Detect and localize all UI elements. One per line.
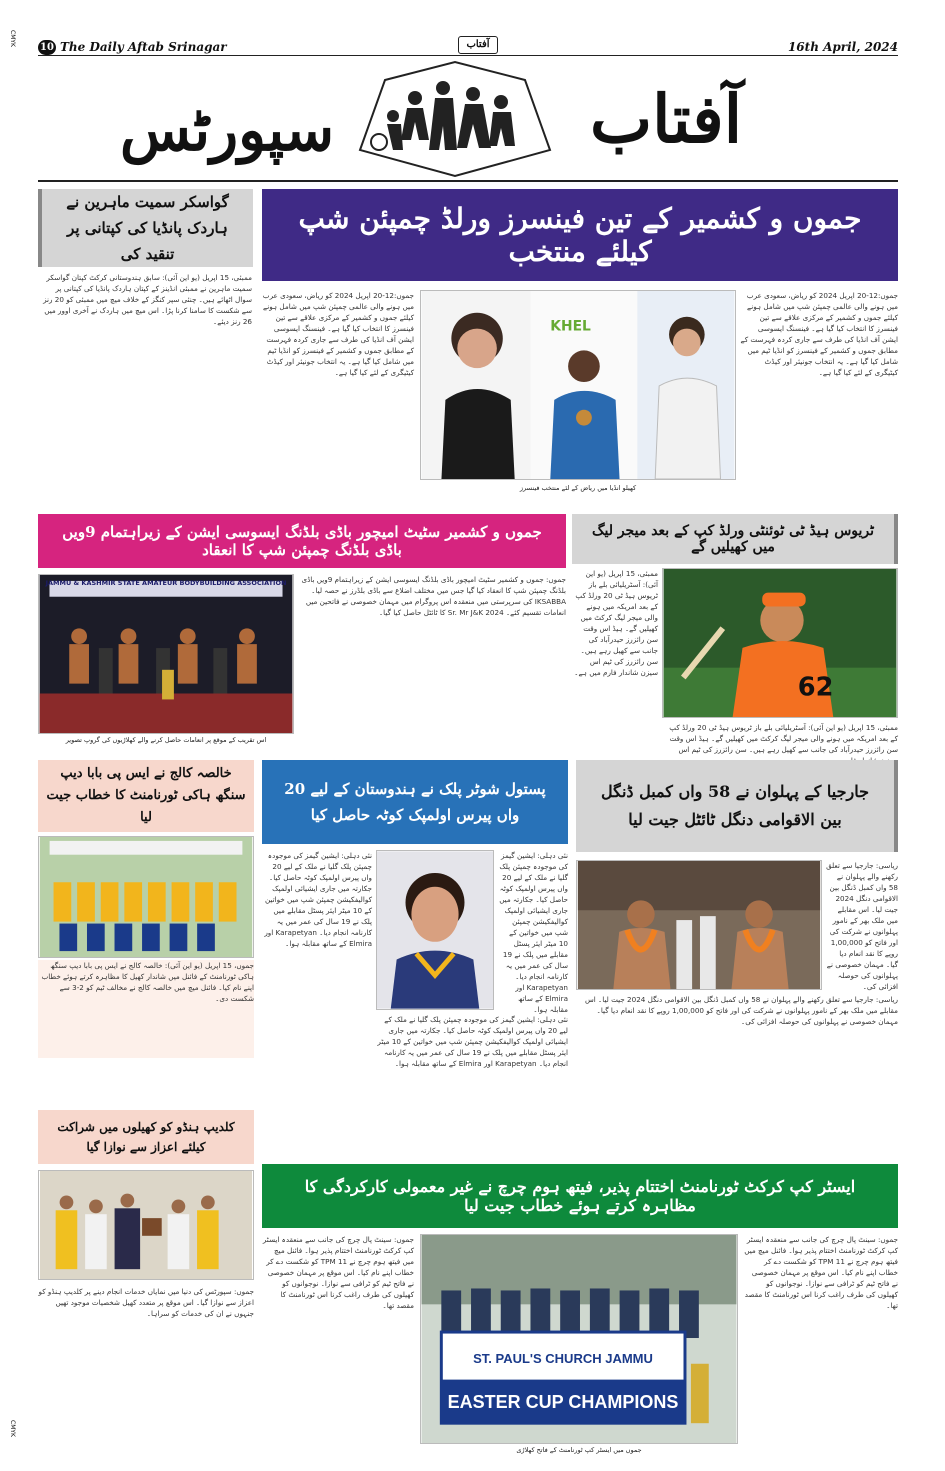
cmyk-marks: CMYK [9, 30, 16, 47]
small-logo: آفتاب [458, 36, 498, 54]
fencers-photo [420, 290, 736, 480]
travis-body-a: ممبئی، 15 اپریل (یو این آئی): آسٹریلیائی بلے باز ٹریوس ہیڈ ٹی 20 ورلڈ کپ کے بعد امریکہ میں ہونے والی میجر لیگ کرکٹ میں کھیلیں گے۔ ہیڈ اس وقت سن رائزرز حیدرآباد کی جانب سے کھیل رہے ہیں۔ سن رائزرز کی ٹیم اس سیزن شاندار فارم میں ہے۔ [574, 569, 658, 677]
cmyk-marks-bottom: CMYK [9, 1420, 16, 1437]
masthead-aftab: آفتاب [590, 80, 743, 158]
easter-banner-line2: EASTER CUP CHAMPIONS [447, 1392, 679, 1412]
lead-body-right: جموں:12-20 اپریل 2024 کو ریاض، سعودی عرب میں ہونے والی عالمی چمپئن شپ میں شامل ہونے کیلئے جموں و کشمیر کے مرکزی علاقے سے تین فینسرز کا انتخاب کیا گیا ہے۔ فینسنگ ایسوسی ایشن آف انڈیا کی طرف سے جاری کردہ فہرست کے مطابق جموں و کشمیر کے فینسرز کو انڈیا ٹیم میں شامل کیا گیا ہے۔ یہ انتخاب جونیئر اور کیڈٹ کیٹیگری کے لئے کیا گیا ہے۔ [740, 291, 898, 377]
svg-text:62: 62 [797, 672, 834, 703]
hockey-team-photo [38, 836, 254, 958]
georgia-body-a: ریاسی: جارجیا سے تعلق رکھنے والے پہلوان نے 58 واں کمبل ڈنگل بین الاقوامی دنگل 2024 جیت لیا۔ اس مقابلے میں ملک بھر کے نامور پہلوانوں نے شرکت کی اور فاتح کو 1,00,000 روپے کا نقد انعام دیا گیا۔ مہمان خصوصی نے پہلوانوں کی حوصلہ افزائی کی۔ [826, 861, 898, 991]
wrestlers-photo [576, 860, 822, 990]
bodybuilding-banner-text: JAMMU & KASHMIR STATE AMATEUR BODYBUILDING ASSOCIATION [45, 579, 287, 587]
masthead-sports: سپورٹس [120, 96, 335, 164]
bodybuilding-caption: اس تقریب کے موقع پر انعامات حاصل کرنے والے کھلاڑیوں کی گروپ تصویر [65, 736, 267, 744]
bodybuilding-headline: جموں و کشمیر سٹیٹ امیچور باڈی بلڈنگ ایسوسی ایشن کے زیراہتمام 9ویں باڈی بلڈنگ چمپئن شپ کا انعقاد [38, 514, 566, 568]
travis-body-b: ممبئی، 15 اپریل (یو این آئی): آسٹریلیائی بلے باز ٹریوس ہیڈ ٹی 20 ورلڈ کپ کے بعد امریکہ میں ہونے والی میجر لیگ کرکٹ میں کھیلیں گے۔ ہیڈ اس وقت سن رائزرز حیدرآباد کی جانب سے کھیل رہے ہیں۔ سن رائزرز کی ٹیم اس [669, 723, 898, 754]
pistol-body-a: نئی دہلی: ایشین گیمز کی موجودہ چمپئن پلک گلیا نے ملک کے لیے 20 واں پیرس اولمپک کوٹہ حاصل کیا۔ جکارتہ میں جاری ایشیائی اولمپک کوالیفکیشن چمپئن شپ میں خواتین کے 10 میٹر ایئر پسٹل مقابلے میں پلک نے 19 سال کی عمر میں یہ کارنامہ انجام دیا۔ Karapetyan اور Elmira کے ساتھ مقابلہ ہوا۔ [264, 851, 372, 948]
gavaskar-headline: گواسکر سمیت ماہرین نے ہاردک پانڈیا کی کپتانی پر تنقید کی [38, 189, 253, 267]
khalsa-body: جموں، 15 اپریل (یو این آئی): خالصہ کالج نے ایس پی بابا دیپ سنگھ ہاکی ٹورنامنٹ کے فائنل میں شاندار کھیل کا مظاہرہ کرتے ہوئے خطاب اپنے نام کیا۔ فائنل میچ میں خالصہ کالج نے مخالف ٹیم کو 2-3 سے شکست دی۔ [38, 960, 254, 1058]
lead-headline: جموں و کشمیر کے تین فینسرز ورلڈ چمپئن شپ کیلئے منتخب [262, 189, 898, 281]
easter-body-b: جموں: سینٹ پال چرچ کی جانب سے منعقدہ ایسٹر کپ کرکٹ ٹورنامنٹ اختتام پذیر ہوا۔ فائنل میچ میں فیتھ ہوم چرچ نے TPM 11 کو شکست دے کر خطاب اپنے نام کیا۔ اس موقع پر مہمان خصوصی نے فاتح ٹیم کو ٹرافی سے نوازا۔ نوجوانوں کو کھیلوں کی طرف راغب کرنا اس ٹورنامنٹ کا مقصد تھا۔ [744, 1235, 898, 1310]
top-bar [38, 40, 898, 56]
kuldeep-body: جموں: سپورٹس کی دنیا میں نمایاں خدمات انجام دینے پر کلدیپ ہنڈو کو اعزاز سے نوازا گیا۔ اس موقع پر متعدد کھیل شخصیات موجود تھیں جنہوں نے ان کی خدمات کو سراہا۔ [38, 1287, 254, 1318]
easter-caption: جموں میں ایسٹر کپ ٹورنامنٹ کے فاتح کھلاڑی [516, 1446, 642, 1454]
travis-head-photo [662, 568, 898, 718]
gavaskar-body: ممبئی، 15 اپریل (یو این آئی): سابق ہندوستانی کرکٹ کپتان گواسکر سمیت ماہرین نے ممبئی انڈینز کے کپتان ہاردک پانڈیا کی کپتانی پر سوال اٹھائے ہیں۔ چنئی سپر کنگز کے خلاف میچ میں ممبئی کو 20 رنز سے شکست کا سامنا کرنا پڑا۔ اس میچ میں ہاردک نے آخری اوور میں 26 رنز دیئے۔ [43, 273, 252, 326]
pistol-headline: پستول شوٹر پلک نے ہندوستان کے لیے 20 واں پیرس اولمپک کوٹہ حاصل کیا [262, 760, 568, 844]
lead-body-left: جموں:12-20 اپریل 2024 کو ریاض، سعودی عرب میں ہونے والی عالمی چمپئن شپ میں شامل ہونے کیلئے جموں و کشمیر کے مرکزی علاقے سے تین فینسرز کا انتخاب کیا گیا ہے۔ فینسنگ ایسوسی ایشن آف انڈیا کی طرف سے جاری کردہ فہرست کے مطابق جموں و کشمیر کے فینسرز کو انڈیا ٹیم میں شامل کیا گیا ہے۔ یہ انتخاب جونیئر اور کیڈٹ کیٹیگری کے لئے کیا گیا ہے۔ [262, 291, 414, 377]
georgia-headline: جارجیا کے پہلوان نے 58 واں کمبل ڈنگل بین الاقوامی دنگل ٹائٹل جیت لیا [576, 760, 898, 852]
pistol-body-b: نئی دہلی: ایشین گیمز کی موجودہ چمپئن پلک گلیا نے ملک کے لیے 20 واں پیرس اولمپک کوٹہ حاصل کیا۔ جکارتہ میں جاری ایشیائی اولمپک کوالیفکیشن چمپئن شپ میں خواتین کے 10 میٹر ایئر پسٹل مقابلے میں پلک نے 19 سال کی عمر میں یہ کارنامہ انجام دیا۔ Karapetyan اور Elmira کے ساتھ مقابلہ ہوا۔ [499, 851, 568, 1014]
easter-headline: ایسٹر کپ کرکٹ ٹورنامنٹ اختتام پذیر، فیتھ ہوم چرچ نے غیر معمولی کارکردگی کا مظاہرہ کرتے ہوئے خطاب جیت لیا [262, 1164, 898, 1228]
bodybuilding-photo [38, 574, 294, 734]
khalsa-headline: خالصہ کالج نے ایس پی بابا دیپ سنگھ ہاکی ٹورنامنٹ کا خطاب جیت لیا [38, 760, 254, 832]
masthead-rule [38, 180, 898, 182]
page-number: 10 [38, 40, 56, 55]
easter-body-a: جموں: سینٹ پال چرچ کی جانب سے منعقدہ ایسٹر کپ کرکٹ ٹورنامنٹ اختتام پذیر ہوا۔ فائنل میچ میں فیتھ ہوم چرچ نے TPM 11 کو شکست دے کر خطاب اپنے نام کیا۔ اس موقع پر مہمان خصوصی نے فاتح ٹیم کو ٹرافی سے نوازا۔ نوجوانوں کو کھیلوں کی طرف راغب کرنا اس ٹورنامنٹ کا مقصد تھا۔ [262, 1235, 414, 1310]
easter-banner-line1: ST. PAUL'S CHURCH JAMMU [473, 1351, 653, 1366]
publication-name: The Daily Aftab Srinagar [60, 40, 227, 54]
georgia-body-b: ریاسی: جارجیا سے تعلق رکھنے والے پہلوان نے 58 واں کمبل ڈنگل بین الاقوامی دنگل 2024 جیت لیا۔ اس مقابلے میں ملک بھر کے نامور پہلوانوں نے شرکت کی اور فاتح کو 1,00,000 روپے کا نقد انعام دیا گیا۔ مہمان خصوصی نے پہلوانوں کی حوصلہ افزائی کی۔ [584, 995, 898, 1026]
issue-date: 16th April, 2024 [787, 40, 898, 54]
bodybuilding-body: جموں: جموں و کشمیر سٹیٹ امیچور باڈی بلڈنگ ایسوسی ایشن کے زیراہتمام 9ویں باڈی بلڈنگ چمپئن شپ کا انعقاد کیا گیا جس میں مختلف اضلاع سے باڈی بلڈرز نے حصہ لیا۔ IKSABBA کی سرپرستی میں منعقدہ اس پروگرام میں مہمان خصوصی نے فاتحین میں انعامات تقسیم کئے۔ Sr. Mr J&K 2024 کا ٹائٹل حاصل کیا گیا۔ [301, 575, 566, 617]
pistol-body-c: نئی دہلی: ایشین گیمز کی موجودہ چمپئن پلک گلیا نے ملک کے لیے 20 واں پیرس اولمپک کوٹہ حاصل کیا۔ جکارتہ میں جاری ایشیائی اولمپک کوالیفکیشن چمپئن شپ میں خواتین کے 10 میٹر ایئر پسٹل مقابلے میں پلک نے 19 سال کی عمر میں یہ کارنامہ انجام دیا۔ Karapetyan اور Elmira کے ساتھ مقابلہ ہوا۔ [377, 1015, 568, 1068]
svg-text:KHEL: KHEL [550, 318, 591, 335]
lead-caption: کھیلو انڈیا میں ریاض کے لئے منتخب فینسرز [519, 484, 637, 492]
sports-figures-logo [345, 60, 565, 178]
kuldeep-award-photo [38, 1170, 254, 1280]
travis-headline: ٹریوس ہیڈ ٹی ٹوئنٹی ورلڈ کپ کے بعد میجر لیگ میں کھیلیں گے [572, 514, 898, 564]
palak-portrait-photo [376, 850, 494, 1010]
kuldeep-headline: کلدیپ ہنڈو کو کھیلوں میں شراکت کیلئے اعزاز سے نوازا گیا [38, 1110, 254, 1164]
